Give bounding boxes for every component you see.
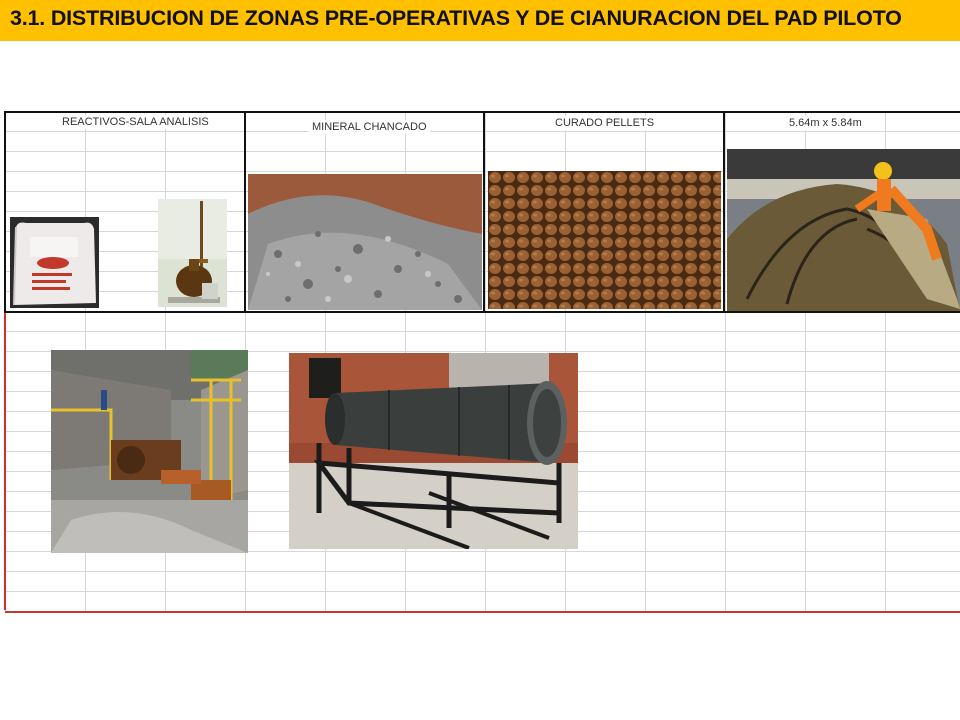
curado-label: CURADO PELLETS bbox=[552, 116, 657, 130]
panel-divider-4 bbox=[723, 111, 725, 313]
panel-divider-3 bbox=[483, 111, 485, 313]
title-bar bbox=[0, 0, 960, 41]
panel-divider-2 bbox=[244, 111, 246, 313]
lab-flask-photo bbox=[158, 199, 227, 307]
crusher-plant-photo bbox=[51, 350, 248, 553]
panel-frame-top bbox=[4, 111, 960, 113]
panel-frame-bottom bbox=[4, 311, 960, 313]
agglomeration-drum-photo bbox=[289, 353, 578, 549]
panel-divider-1 bbox=[4, 111, 6, 313]
big-bag-photo bbox=[10, 217, 99, 308]
page-title: 3.1. DISTRIBUCION DE ZONAS PRE-OPERATIVAS Y DE CIANURACION DEL PAD PILOTO bbox=[10, 6, 902, 30]
ore-pile-worker-photo bbox=[727, 149, 960, 311]
crushed-mineral-photo bbox=[248, 174, 482, 310]
mineral-label: MINERAL CHANCADO bbox=[309, 120, 430, 134]
red-border-left bbox=[4, 312, 6, 610]
dimension-label: 5.64m x 5.84m bbox=[786, 116, 865, 130]
pellets-photo bbox=[488, 171, 721, 309]
reactivos-label: REACTIVOS-SALA ANALISIS bbox=[59, 115, 212, 129]
